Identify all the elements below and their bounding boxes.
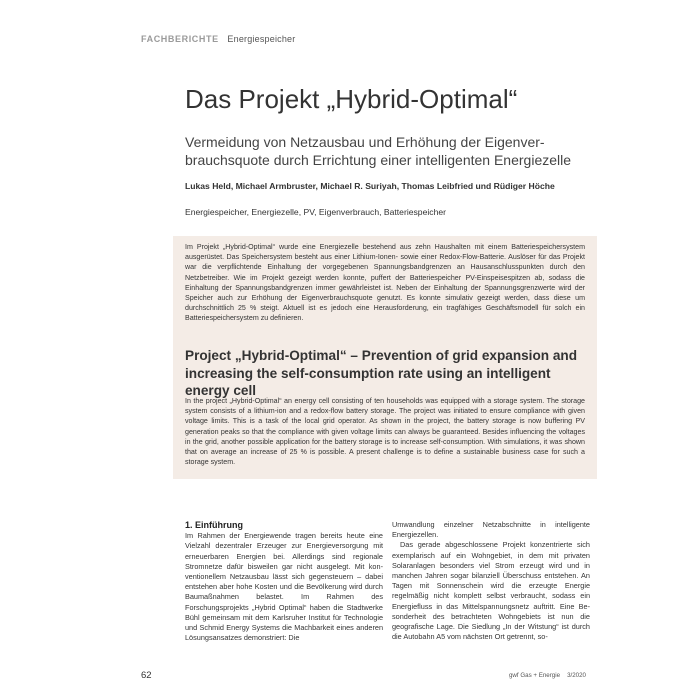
article-title: Das Projekt „Hybrid-Optimal“ xyxy=(185,84,518,114)
keyword-list: Energiespeicher, Energiezelle, PV, Eigenverbrauch, Batteriespeicher xyxy=(185,207,446,217)
header-subsection: Energiespeicher xyxy=(227,34,296,44)
abstract-english: In the project „Hybrid-Optimal“ an energy cell consisting of ten households was equipped with a storage system. The storage system consists of a lithium-ion and a redox-flow battery storage. The project was initiated to ensure compliance with given voltage limits. This is a task of the local grid operator. As shown in the project, the battery storage is now buffering PV generation peaks so that the compliance with given voltage limits can always be guaranteed. Besides influencing the voltages in the grid, another possible application for the battery storage is to increase self-consumption. With simulations, it was shown that on average an increase of 25 % is possible. A present challenge is to define a sustainable business case for such a storage system. xyxy=(185,397,585,467)
journal-footer xyxy=(509,672,586,679)
abstract-german: Im Projekt „Hybrid-Optimal“ wurde eine Energiezelle bestehend aus zehn Haushalten mit einem Batteriespeichersystem ausgerüstet. Das Speichersystem besteht aus einer Lithium-Ionen- sowie einer Redox-Flow-Batterie. Auslöser für das Projekt war die verpflichtende Einhaltung der vorgegebenen Spannungsbandgrenzen an Hausanschlusspunkten durch den Netzbetreiber. Wie im Projekt gezeigt werden konnte, puffert der Batteriespeicher PV-Einspeisespitzen ab, sodass die Einhaltung der Spannungsbandgrenzen immer gewährleistet ist. Neben der Einhaltung der Spannungsgrenzwerte wird der Speicher auch zur Erhöhung der Eigenverbrauchsquote genutzt. Es konnte simulativ gezeigt werden, dass diese um durchschnittlich 25 % steigt. Aktuell ist es jedoch eine Herausforderung, ein tragfähiges Geschäftsmodell für solch ein Batteriespeichersystem zu definieren. xyxy=(185,243,585,323)
section-heading: 1. Einführung xyxy=(185,520,243,530)
body-column-left xyxy=(185,520,383,643)
journal-issue: 3/2020 xyxy=(567,672,586,679)
header-section: FACHBERICHTE xyxy=(141,34,219,44)
journal-name: gwf Gas + Energie xyxy=(508,672,561,679)
page-number: 62 xyxy=(141,670,152,681)
body-paragraph: Das gerade abgeschlossene Projekt konzentrierte sich exemplarisch auf ein Wohngebiet, in dem mit privaten Solaranlagen besonders viel Strom erzeugt wird und in manchen Jahren sogar bilanziell Überschuss entstehen. An Tagen mit Sonnenschein wird die erzeugte Energie regelmäßig nicht komplett selbst verbraucht, sodass ein Energiefluss in das Mittelspannungsnetz auftritt. Eine Besonderheit des betrachteten Wohngebiets ist nun die geografische Lage. Die Siedlung „In der Witstung“ ist durch die Autobahn A5 vom nächsten Ort getrennt, so- xyxy=(392,540,590,642)
body-column-right xyxy=(392,520,590,642)
english-title: Project „Hybrid-Optimal“ – Prevention of grid expansion and increasing the self-consumption rate using an intelligent energy cell xyxy=(185,348,578,398)
body-paragraph: Umwandlung einzelner Netzabschnitte in intelligente Energiezellen. xyxy=(392,520,590,540)
article-subtitle: Vermeidung von Netzausbau und Erhöhung der Eigenverbrauchsquote durch Errichtung einer intelligenten Energiezelle xyxy=(185,134,572,168)
body-paragraph: Im Rahmen der Energiewende tragen bereits heute eine Vielzahl dezentraler Erzeuger zur Energieversorgung mit erneuerbaren Energien bei. Allerdings sind regionale Stromnetze dafür bisweilen gar nicht ausgelegt. Mit konventionellem Netzausbau lässt sich gegensteuern – dabei entstehen aber hohe Kosten und die Bevölkerung wird durch Baumaßnahmen belastet. Im Rahmen des Forschungsprojekts „Hybrid Optimal“ haben die Stadtwerke Bühl gemeinsam mit dem Karlsruher Institut für Technologie und Schmid Energy Systems die Machbarkeit eines anderen Lösungsansatzes demonstriert: Die xyxy=(185,531,383,643)
running-header xyxy=(141,34,295,44)
author-list: Lukas Held, Michael Armbruster, Michael R. Suriyah, Thomas Leibfried und Rüdiger Höche xyxy=(185,181,555,191)
